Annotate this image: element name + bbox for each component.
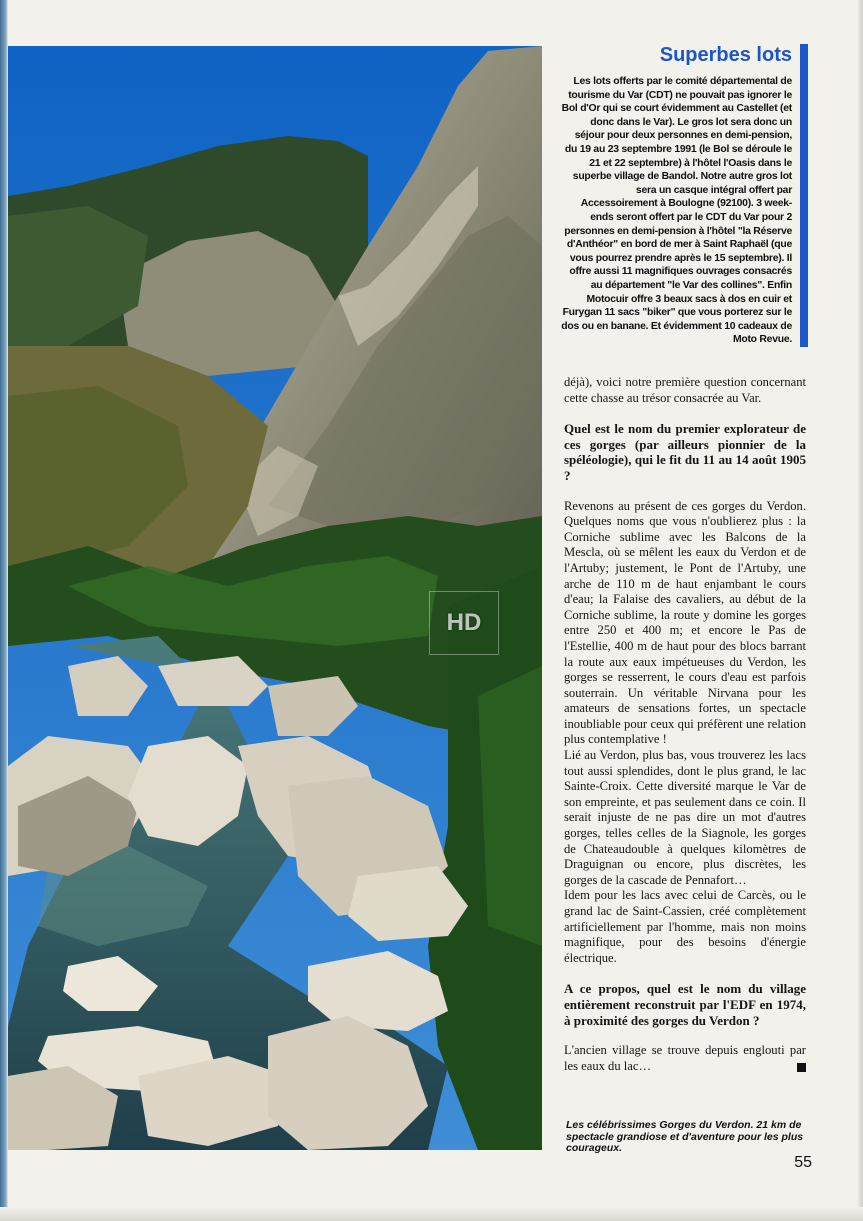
page-number: 55 (794, 1154, 812, 1171)
end-square-icon (797, 1063, 806, 1072)
page-bottom-edge (0, 1207, 863, 1221)
paragraph-3: Idem pour les lacs avec celui de Carcès, ou le grand lac de Saint-Cassien, créé complètement artificiellement par l'homme, mais non moins magnifique, pour des besoins d'énergie électrique. (564, 888, 806, 965)
article-column (564, 375, 806, 1074)
question-2: A ce propos, quel est le nom du village entièrement reconstruit par l'EDF en 1974, à proximité des gorges du Verdon ? (564, 981, 806, 1028)
sidebar-box (560, 44, 808, 347)
sidebar-text: Les lots offerts par le comité départemental de tourisme du Var (CDT) ne pouvait pas ignorer le Bol d'Or qui se court évidemment au Castellet (et donc dans le Var). Le gros lot sera donc un séjour pour deux personnes en demi-pension, du 19 au 23 septembre 1991 (le Bol se déroule le 21 et 22 septembre) à l'hôtel l'Oasis dans le superbe village de Bandol. Notre autre gros lot sera un casque intégral offert par Accessoirement à Boulogne (92100). 3 week-ends seront offert par le CDT du Var pour 2 personnes en demi-pension à l'hôtel "la Réserve d'Anthéor" en bord de mer à Saint Raphaël (que vous pourrez prendre après le 15 septembre). Il offre aussi 11 magnifiques ouvrages consacrés au département "le Var des collines". Enfin Motocuir offre 3 beaux sacs à dos en cuir et Furygan 11 sacs "biker" que vous porterez sur le dos ou en banane. Et évidemment 10 cadeaux de Moto Revue. (561, 76, 792, 346)
photo-caption: Les célébrissimes Gorges du Verdon. 21 km de spectacle grandiose et d'aventure pour les plus courageux. (566, 1119, 804, 1154)
intro-paragraph: déjà), voici notre première question concernant cette chasse au trésor consacrée au Var. (564, 375, 806, 405)
paragraph-4-text: L'ancien village se trouve depuis englouti par les eaux du lac… (564, 1043, 806, 1073)
watermark: HD (429, 591, 499, 655)
paragraph-1: Revenons au présent de ces gorges du Verdon. Quelques noms que vous n'oublierez plus : la Corniche sublime avec les Balcons de la Mescla, où se mêlent les eaux du Verdon et de l'Artuby; justement, le Pont de l'Artuby, une arche de 110 m de haut enjambant le cours d'eau; la Falaise des cavaliers, au début de la Corniche sublime, la route y domine les gorges entre 250 et 400 m; et encore le Pas de l'Estellie, 400 m de haut pour des blocs barrant la route aux eaux impétueuses du Verdon, les gorges se resserrent, le cours d'eau est parfois souterrain. Un véritable Nirvana pour les amateurs de sensations fortes, un spectacle inoubliable pour ceux qui préfèrent une relation plus contemplative ! (564, 498, 806, 747)
gorges-photo (8, 46, 542, 1150)
sidebar-title: Superbes lots (659, 44, 792, 66)
page-edge-right (857, 0, 863, 1221)
question-1: Quel est le nom du premier explorateur de ces gorges (par ailleurs pionnier de la spéléologie), qui le fit du 11 au 14 août 1905 ? (564, 421, 806, 483)
paragraph-4 (564, 1043, 806, 1074)
page-edge (0, 0, 8, 1221)
paragraph-2: Lié au Verdon, plus bas, vous trouverez les lacs tout aussi splendides, dont le plus grand, le lac Sainte-Croix. Cette diversité marque le Var de son empreinte, et pas seulement dans ce coin. Il serait injuste de ne pas dire un mot d'autres gorges, telles celles de la Siagnole, les gorges de Chateaudouble à quelques kilomètres de Draguignan ou encore, plus discrètes, les gorges de la cascade de Pennafort… (564, 748, 806, 887)
